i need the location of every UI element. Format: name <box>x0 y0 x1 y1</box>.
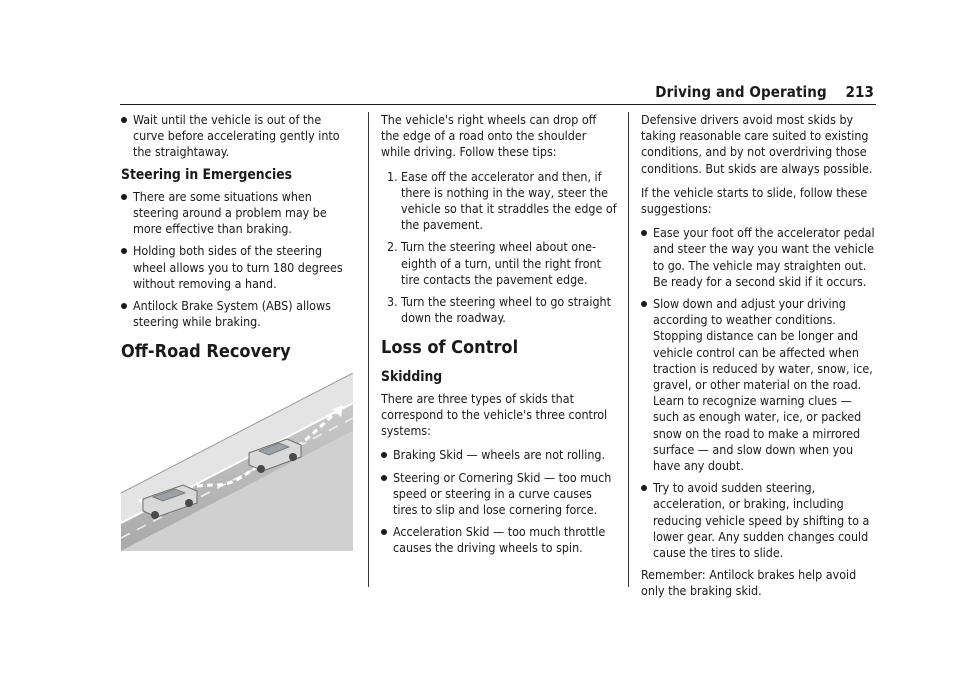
list-item: Antilock Brake System (ABS) allows steering while braking. <box>121 298 353 330</box>
off-road-steps <box>381 169 617 327</box>
column-1 <box>121 112 353 551</box>
list-item: Slow down and adjust your driving according to weather conditions. Stopping distance can be longer and vehicle control can be affected when traction is reduced by water, snow, ice, gravel, or other material on the road. Learn to recognize warning clues — such as enough water, ice, or packed snow on the road to make a mirrored surface — and slow down when you have any doubt. <box>641 296 877 474</box>
step-text: Turn the steering wheel to go straight down the roadway. <box>401 294 611 326</box>
running-head <box>655 83 874 101</box>
column-3 <box>641 112 877 608</box>
slide-suggestions-list <box>641 225 877 561</box>
list-item: Try to avoid sudden steering, acceleration, or braking, including reducing vehicle speed by shifting to a lower gear. Any sudden changes could cause the tires to slide. <box>641 480 877 561</box>
list-item: Wait until the vehicle is out of the curve before accelerating gently into the straightaway. <box>121 112 353 161</box>
list-item: There are some situations when steering around a problem may be more effective than braking. <box>121 189 353 238</box>
slide-intro-paragraph: If the vehicle starts to slide, follow these suggestions: <box>641 184 868 217</box>
column-divider-2 <box>628 112 629 587</box>
steering-bullet-list <box>121 189 353 331</box>
remember-paragraph: Remember: Antilock brakes help avoid only the braking skid. <box>641 567 857 599</box>
list-item: Ease your foot off the accelerator pedal and steer the way you want the vehicle to go. The vehicle may straighten out. Be ready for a second skid if it occurs. <box>641 225 877 290</box>
step-text: Turn the steering wheel about one-eighth of a turn, until the right front tire contacts the pavement edge. <box>401 239 601 287</box>
skid-intro: There are three types of skids that correspond to the vehicle's three control systems: <box>381 390 608 439</box>
skid-types-list <box>381 447 617 556</box>
off-road-intro: The vehicle's right wheels can drop off the edge of a road onto the shoulder while driving. Follow these tips: <box>381 112 597 160</box>
off-road-recovery-illustration <box>121 373 353 551</box>
step-number: 1. <box>387 168 398 184</box>
step-number: 3. <box>387 294 398 310</box>
header-rule <box>120 104 876 105</box>
column-2 <box>381 112 617 563</box>
step-item <box>381 239 617 288</box>
list-item: Acceleration Skid — too much throttle causes the driving wheels to spin. <box>381 524 617 556</box>
loss-of-control-heading: Loss of Control <box>381 337 519 359</box>
page-number: 213 <box>845 83 874 101</box>
section-title: Driving and Operating <box>655 83 827 101</box>
off-road-recovery-heading: Off-Road Recovery <box>121 341 291 363</box>
defensive-drivers-paragraph: Defensive drivers avoid most skids by taking reasonable care suited to existing conditions, and by not overdriving those conditions. But skids are always possible. <box>641 112 873 176</box>
curve-bullet-list <box>121 112 353 161</box>
step-item <box>381 169 617 234</box>
step-text: Ease off the accelerator and then, if there is nothing in the way, steer the vehicle so that it straddles the edge of the pavement. <box>401 168 617 233</box>
step-number: 2. <box>387 239 398 255</box>
list-item: Braking Skid — wheels are not rolling. <box>381 447 617 463</box>
list-item: Holding both sides of the steering wheel allows you to turn 180 degrees without removing a hand. <box>121 243 353 292</box>
steering-emergencies-heading: Steering in Emergencies <box>121 166 293 183</box>
skidding-heading: Skidding <box>381 368 443 385</box>
column-divider-1 <box>368 112 369 587</box>
list-item: Steering or Cornering Skid — too much speed or steering in a curve causes tires to slip and lose cornering force. <box>381 470 617 519</box>
step-item <box>381 294 617 326</box>
